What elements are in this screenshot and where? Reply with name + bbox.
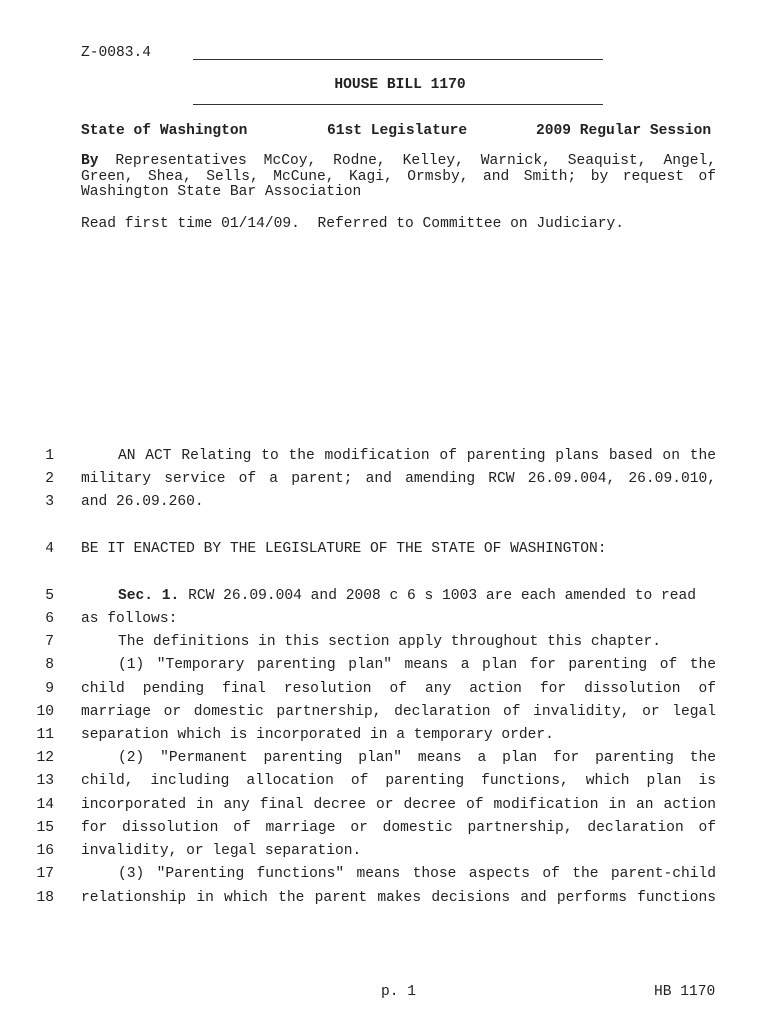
section-heading-text: RCW 26.09.004 and 2008 c 6 s 1003 are each amended to read [179, 588, 697, 604]
read-first-note: Read first time 01/14/09. Referred to Committee on Judiciary. [81, 216, 624, 232]
line-number: 17 [36, 866, 54, 882]
state-label: State of Washington [81, 123, 248, 139]
enacting-clause: BE IT ENACTED BY THE LEGISLATURE OF THE STATE OF WASHINGTON: [81, 541, 607, 557]
session-label: 2009 Regular Session [536, 123, 712, 139]
line-number: 12 [36, 750, 54, 766]
line-number: 1 [45, 448, 54, 464]
sponsors-text: Representatives McCoy, Rodne, Kelley, Warnick, Seaquist, Angel, Green, Shea, Sells, McCune, Kagi, Ormsby, and Smith; by request of Washington State Bar Association [81, 153, 716, 200]
line-number: 10 [36, 704, 54, 720]
sponsors-block [81, 154, 716, 201]
line-number: 9 [45, 681, 54, 697]
line-number: 8 [45, 657, 54, 673]
line-number: 5 [45, 588, 54, 604]
bill-title: HOUSE BILL 1170 [334, 77, 466, 93]
line-number: 11 [36, 727, 54, 743]
line-number: 14 [36, 797, 54, 813]
body-line: (3) "Parenting functions" means those aspects of the parent-child [118, 866, 716, 882]
section-heading-line [81, 588, 716, 604]
act-title-line: military service of a parent; and amending RCW 26.09.004, 26.09.010, [81, 471, 716, 487]
line-number: 4 [45, 541, 54, 557]
body-line: separation which is incorporated in a temporary order. [81, 727, 554, 743]
by-label: By [81, 153, 99, 169]
act-title-line: and 26.09.260. [81, 494, 204, 510]
body-line: relationship in which the parent makes decisions and performs functions [81, 890, 716, 906]
line-number: 18 [36, 890, 54, 906]
body-line: invalidity, or legal separation. [81, 843, 362, 859]
body-line: incorporated in any final decree or decree of modification in an action [81, 797, 716, 813]
legislature-label: 61st Legislature [327, 123, 468, 139]
body-line: as follows: [81, 611, 178, 627]
line-number: 3 [45, 494, 54, 510]
page-number: p. 1 [381, 984, 417, 1000]
body-line: child, including allocation of parenting functions, which plan is [81, 773, 716, 789]
body-line: for dissolution of marriage or domestic partnership, declaration of [81, 820, 716, 836]
footer-bill-id: HB 1170 [654, 984, 716, 1000]
line-number: 7 [45, 634, 54, 650]
body-line: The definitions in this section apply throughout this chapter. [118, 634, 661, 650]
body-line: child pending final resolution of any action for dissolution of [81, 681, 716, 697]
body-line: (2) "Permanent parenting plan" means a plan for parenting the [118, 750, 716, 766]
top-rule [193, 59, 603, 60]
line-number: 2 [45, 471, 54, 487]
line-number: 16 [36, 843, 54, 859]
line-number: 6 [45, 611, 54, 627]
act-title-line: AN ACT Relating to the modification of parenting plans based on the [118, 448, 716, 464]
title-rule [193, 104, 603, 105]
line-number: 15 [36, 820, 54, 836]
body-line: marriage or domestic partnership, declaration of invalidity, or legal [81, 704, 716, 720]
draft-code: Z-0083.4 [81, 45, 152, 61]
line-number: 13 [36, 773, 54, 789]
body-line: (1) "Temporary parenting plan" means a plan for parenting of the [118, 657, 716, 673]
section-number: Sec. 1. [118, 588, 180, 604]
